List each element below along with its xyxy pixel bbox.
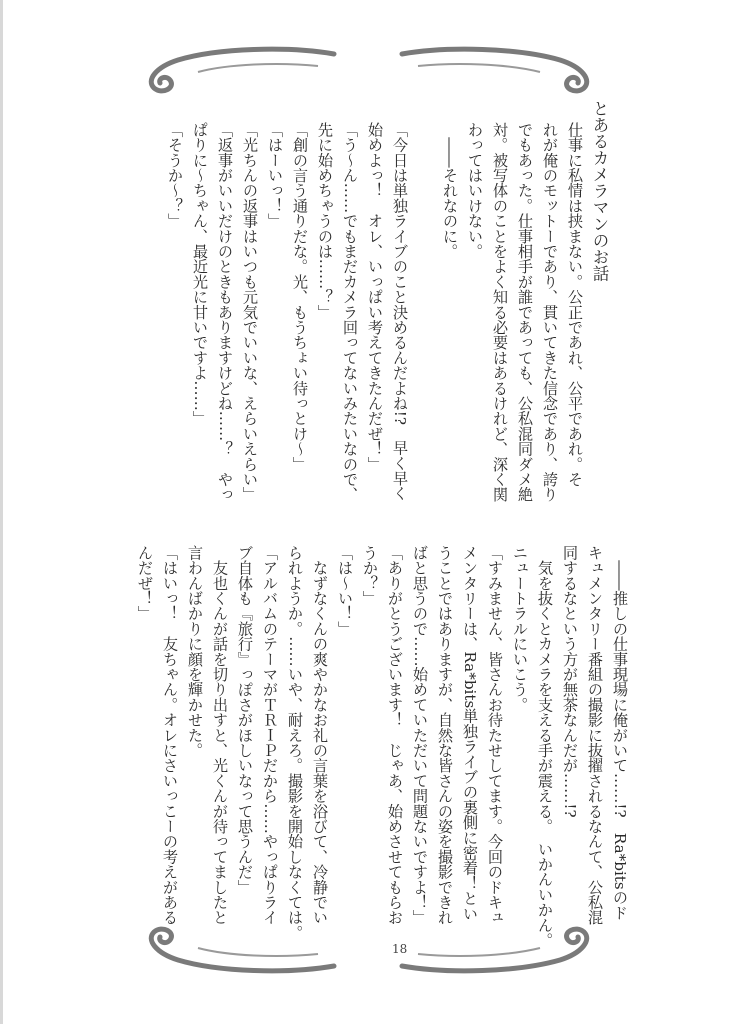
text-line: 「アルバムのテーマがＴＲＩＰだから……やっぱりライ <box>261 545 279 925</box>
text-line: メンタリーは、Ra*bits単独ライブの裏側に密着！とい <box>461 545 479 922</box>
text-line: 「すみません、皆さんお待たせしてます。今回のドキュ <box>486 545 504 925</box>
text-line: 対。被写体のことをよく知る必要はあるけれど、深く関 <box>491 122 509 502</box>
text-line: 「ありがとうございます！ じゃあ、始めさせてもらお <box>386 545 404 925</box>
text-line: キュメンタリー番組の撮影に抜擢されるなんて、公私混 <box>586 545 604 925</box>
text-line: でもあった。仕事相手が誰であっても、公私混同ダメ絶 <box>516 122 534 502</box>
ornament-bottom-right <box>398 922 603 978</box>
text-line: ブ自体も『旅行』っぽさがほしいなって思うんだ」 <box>236 545 254 895</box>
text-line: 「はーいっ！」 <box>266 122 284 229</box>
text-line: ニュートラルにいこう。 <box>511 545 529 713</box>
text-line: 「返事がいいだけのときもありますけどね……？ やっ <box>216 122 234 502</box>
text-line: ばと思うので……始めていただいて問題ないですよ！」 <box>411 545 429 925</box>
ornament-top-right <box>398 42 603 98</box>
text-line: ――それなのに。 <box>441 122 459 259</box>
text-line: 「う～ん……でもまだカメラ回ってないみたいなので、 <box>341 122 359 502</box>
text-line: 友也くんが話を切り出すと、光くんが待ってましたと <box>211 545 229 925</box>
page-edge <box>0 0 3 1024</box>
text-line: ぱりに～ちゃん、最近光に甘いですよ……」 <box>191 122 209 426</box>
text-line: 気を抜くとカメラを支える手が震える。 いかんいかん。 <box>536 545 554 948</box>
text-line: 仕事に私情は挟まない。公正であれ、公平であれ。そ <box>566 122 584 487</box>
text-line: 「創の言う通りだな。光、もうちょい待っとけ～」 <box>291 122 309 472</box>
text-line: 「今日は単独ライブのこと決めるんだよね!? 早く早く <box>391 122 409 502</box>
top-text-block <box>162 122 612 502</box>
text-line: 始めよっ！ オレ、いっぱい考えてきたんだぜ！」 <box>366 122 384 472</box>
story-title: とあるカメラマンのお話 <box>590 100 609 282</box>
text-line: なずなくんの爽やかなお礼の言葉を浴びて、冷静でい <box>311 545 329 925</box>
text-line: 同するなという方が無茶なんだが……!? <box>561 545 579 818</box>
text-line: 言わんばかりに顔を輝かせた。 <box>186 545 204 758</box>
text-line: 「はいっ！ 友ちゃん。オレにさいっこーの考えがある <box>161 545 179 925</box>
text-line: られようか。……いや、耐えろ。撮影を開始しなくては。 <box>286 545 304 941</box>
text-line: わってはいけない。 <box>466 122 484 259</box>
text-line: 先に始めちゃうのは……？」 <box>316 122 334 320</box>
blank-line <box>412 122 437 492</box>
text-line: うか？」 <box>361 545 379 606</box>
text-line: ――推しの仕事現場に俺がいて……!? Ra*bitsのド <box>611 545 629 921</box>
text-line: 「そうか～？」 <box>166 122 184 229</box>
ornament-top-left <box>138 42 338 98</box>
text-line: 「光ちんの返事はいつも元気でいいな、えらいえらい」 <box>241 122 259 502</box>
text-line: れが俺のモットーであり、貫いてきた信念であり、誇り <box>541 122 559 502</box>
text-line: 「は～い！」 <box>336 545 354 637</box>
bottom-text-block <box>132 545 632 948</box>
page-number: 18 <box>392 942 408 956</box>
text-line: んだぜ！」 <box>136 545 154 621</box>
text-line: うことではありますが、自然な皆さんの姿を撮影できれ <box>436 545 454 925</box>
ornament-bottom-left <box>138 922 338 978</box>
